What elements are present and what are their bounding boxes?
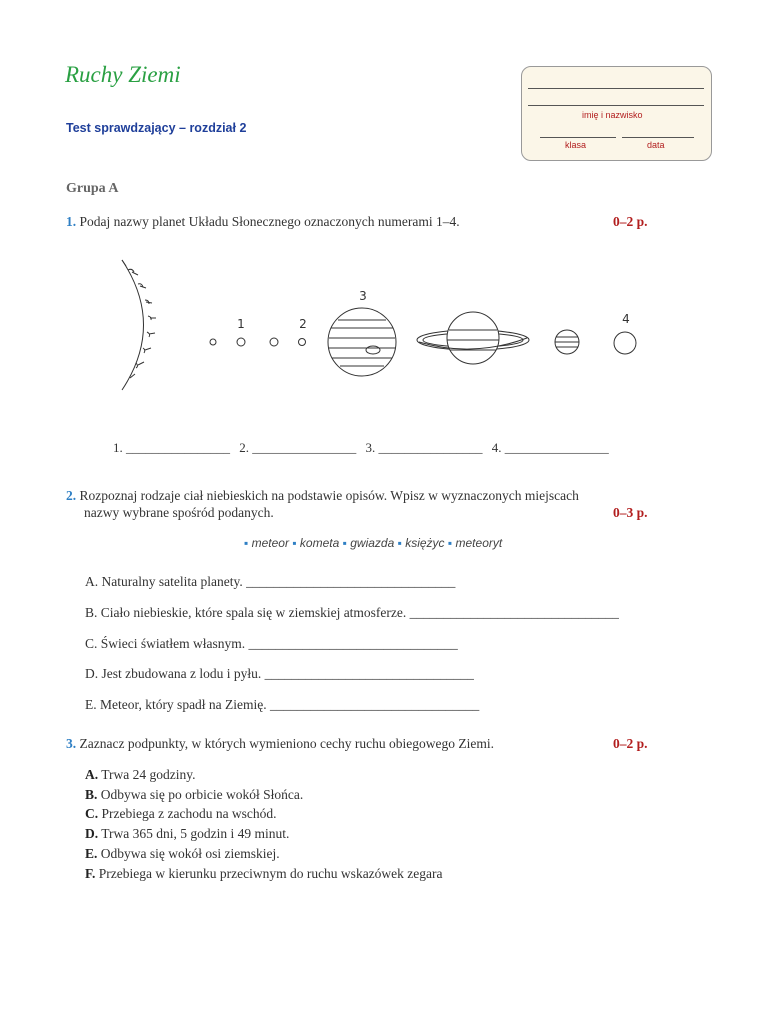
question-1-answers — [113, 440, 615, 456]
q3-option-f[interactable]: F. Przebiega w kierunku przeciwnym do ruchu wskazówek zegara — [85, 866, 443, 881]
class-line — [540, 137, 616, 138]
q2-item-e[interactable]: E. Meteor, który spadł na Ziemię. _______________________________ — [85, 697, 480, 712]
word-meteor: meteor — [251, 536, 289, 550]
planet-venus-icon — [237, 338, 245, 346]
question-2-text-line2: nazwy wybrane spośród podanych. — [84, 505, 274, 520]
word-ksiezyc: księżyc — [405, 536, 445, 550]
question-3-text: Zaznacz podpunkty, w których wymieniono cechy ruchu obiegowego Ziemi. — [79, 736, 494, 751]
name-line-1 — [528, 88, 704, 89]
name-label: imię i nazwisko — [582, 110, 643, 120]
word-gwiazda: gwiazda — [350, 536, 395, 550]
word-kometa: kometa — [299, 536, 340, 550]
q3-option-a[interactable]: A. Trwa 24 godziny. — [85, 767, 196, 782]
question-1-number: 1. — [66, 214, 77, 229]
date-label: data — [647, 140, 665, 150]
q3-option-b[interactable]: B. Odbywa się po orbicie wokół Słońca. — [85, 787, 304, 802]
sun-icon — [122, 260, 156, 390]
planet-saturn-icon — [417, 312, 529, 364]
q2-item-c[interactable]: C. Świeci światłem własnym. _______________________________ — [85, 636, 458, 651]
question-3-points: 0–2 p. — [613, 736, 648, 751]
student-info-box — [521, 66, 712, 161]
name-line-2 — [528, 105, 704, 106]
question-1 — [66, 214, 460, 230]
planet-uranus-icon — [555, 330, 579, 354]
figure-label-3: 3 — [359, 289, 367, 303]
figure-label-2: 2 — [299, 317, 307, 331]
q2-item-d[interactable]: D. Jest zbudowana z lodu i pyłu. _______________________________ — [85, 666, 474, 681]
answer-blank-1[interactable]: 1. ________________ — [113, 440, 230, 455]
figure-label-1: 1 — [237, 317, 245, 331]
planet-mercury-icon — [210, 339, 216, 345]
answer-blank-2[interactable]: 2. ________________ — [239, 440, 357, 455]
page-title: Ruchy Ziemi — [65, 62, 181, 87]
question-3 — [66, 736, 494, 752]
planet-jupiter-icon — [328, 308, 396, 376]
question-2 — [66, 488, 579, 504]
page-subtitle: Test sprawdzający – rozdział 2 — [66, 121, 247, 135]
question-2-text-line1: Rozpoznaj rodzaje ciał niebieskich na podstawie opisów. Wpisz w wyznaczonych miejscach — [79, 488, 579, 503]
date-line — [622, 137, 694, 138]
q3-option-e[interactable]: E. Odbywa się wokół osi ziemskiej. — [85, 846, 280, 861]
figure-label-4: 4 — [622, 312, 630, 326]
planet-mars-icon — [299, 339, 306, 346]
q3-option-d[interactable]: D. Trwa 365 dni, 5 godzin i 49 minut. — [85, 826, 290, 841]
question-2-number: 2. — [66, 488, 77, 503]
word-meteoryt: meteoryt — [455, 536, 503, 550]
q3-option-c[interactable]: C. Przebiega z zachodu na wschód. — [85, 806, 277, 821]
word-bank: ▪ meteor ▪ kometa ▪ gwiazda ▪ księżyc ▪ meteoryt — [244, 536, 503, 550]
planet-neptune-icon — [614, 332, 636, 354]
question-2-points: 0–3 p. — [613, 505, 648, 520]
q2-item-a[interactable]: A. Naturalny satelita planety. _______________________________ — [85, 574, 456, 589]
question-1-points: 0–2 p. — [613, 214, 648, 229]
q2-item-b[interactable]: B. Ciało niebieskie, które spala się w ziemskiej atmosferze. _______________________________ — [85, 605, 619, 620]
question-3-number: 3. — [66, 736, 77, 751]
planet-earth-icon — [270, 338, 278, 346]
question-1-text: Podaj nazwy planet Układu Słonecznego oznaczonych numerami 1–4. — [79, 214, 460, 229]
solar-system-figure — [110, 250, 670, 400]
class-label: klasa — [565, 140, 587, 150]
answer-blank-4[interactable]: 4. ________________ — [491, 440, 609, 455]
answer-blank-3[interactable]: 3. ________________ — [365, 440, 483, 455]
group-label: Grupa A — [66, 181, 119, 196]
